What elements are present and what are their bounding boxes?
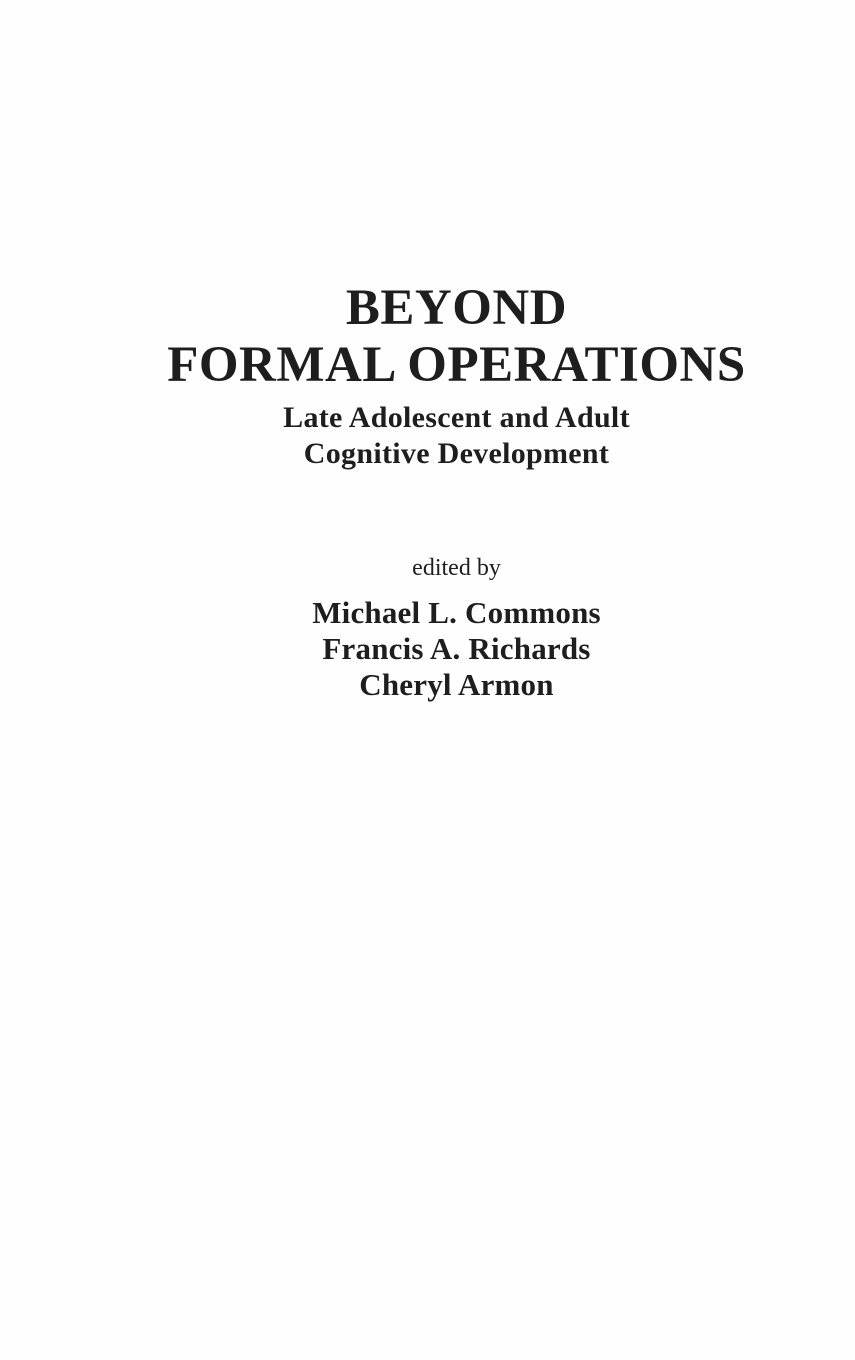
title-page-content xyxy=(29,0,855,1360)
book-subtitle-line-1: Late Adolescent and Adult xyxy=(283,401,630,434)
book-subtitle-line-2: Cognitive Development xyxy=(303,437,610,470)
editors-list xyxy=(29,595,855,703)
editor-name: Cheryl Armon xyxy=(359,667,554,702)
book-subtitle xyxy=(29,400,855,472)
book-title xyxy=(29,280,855,394)
edited-by-label: edited by xyxy=(412,555,501,581)
book-title-line-1: BEYOND xyxy=(345,280,568,336)
book-title-line-2: FORMAL OPERATIONS xyxy=(167,337,746,393)
editor-name: Francis A. Richards xyxy=(322,631,591,666)
editor-name: Michael L. Commons xyxy=(312,595,601,630)
